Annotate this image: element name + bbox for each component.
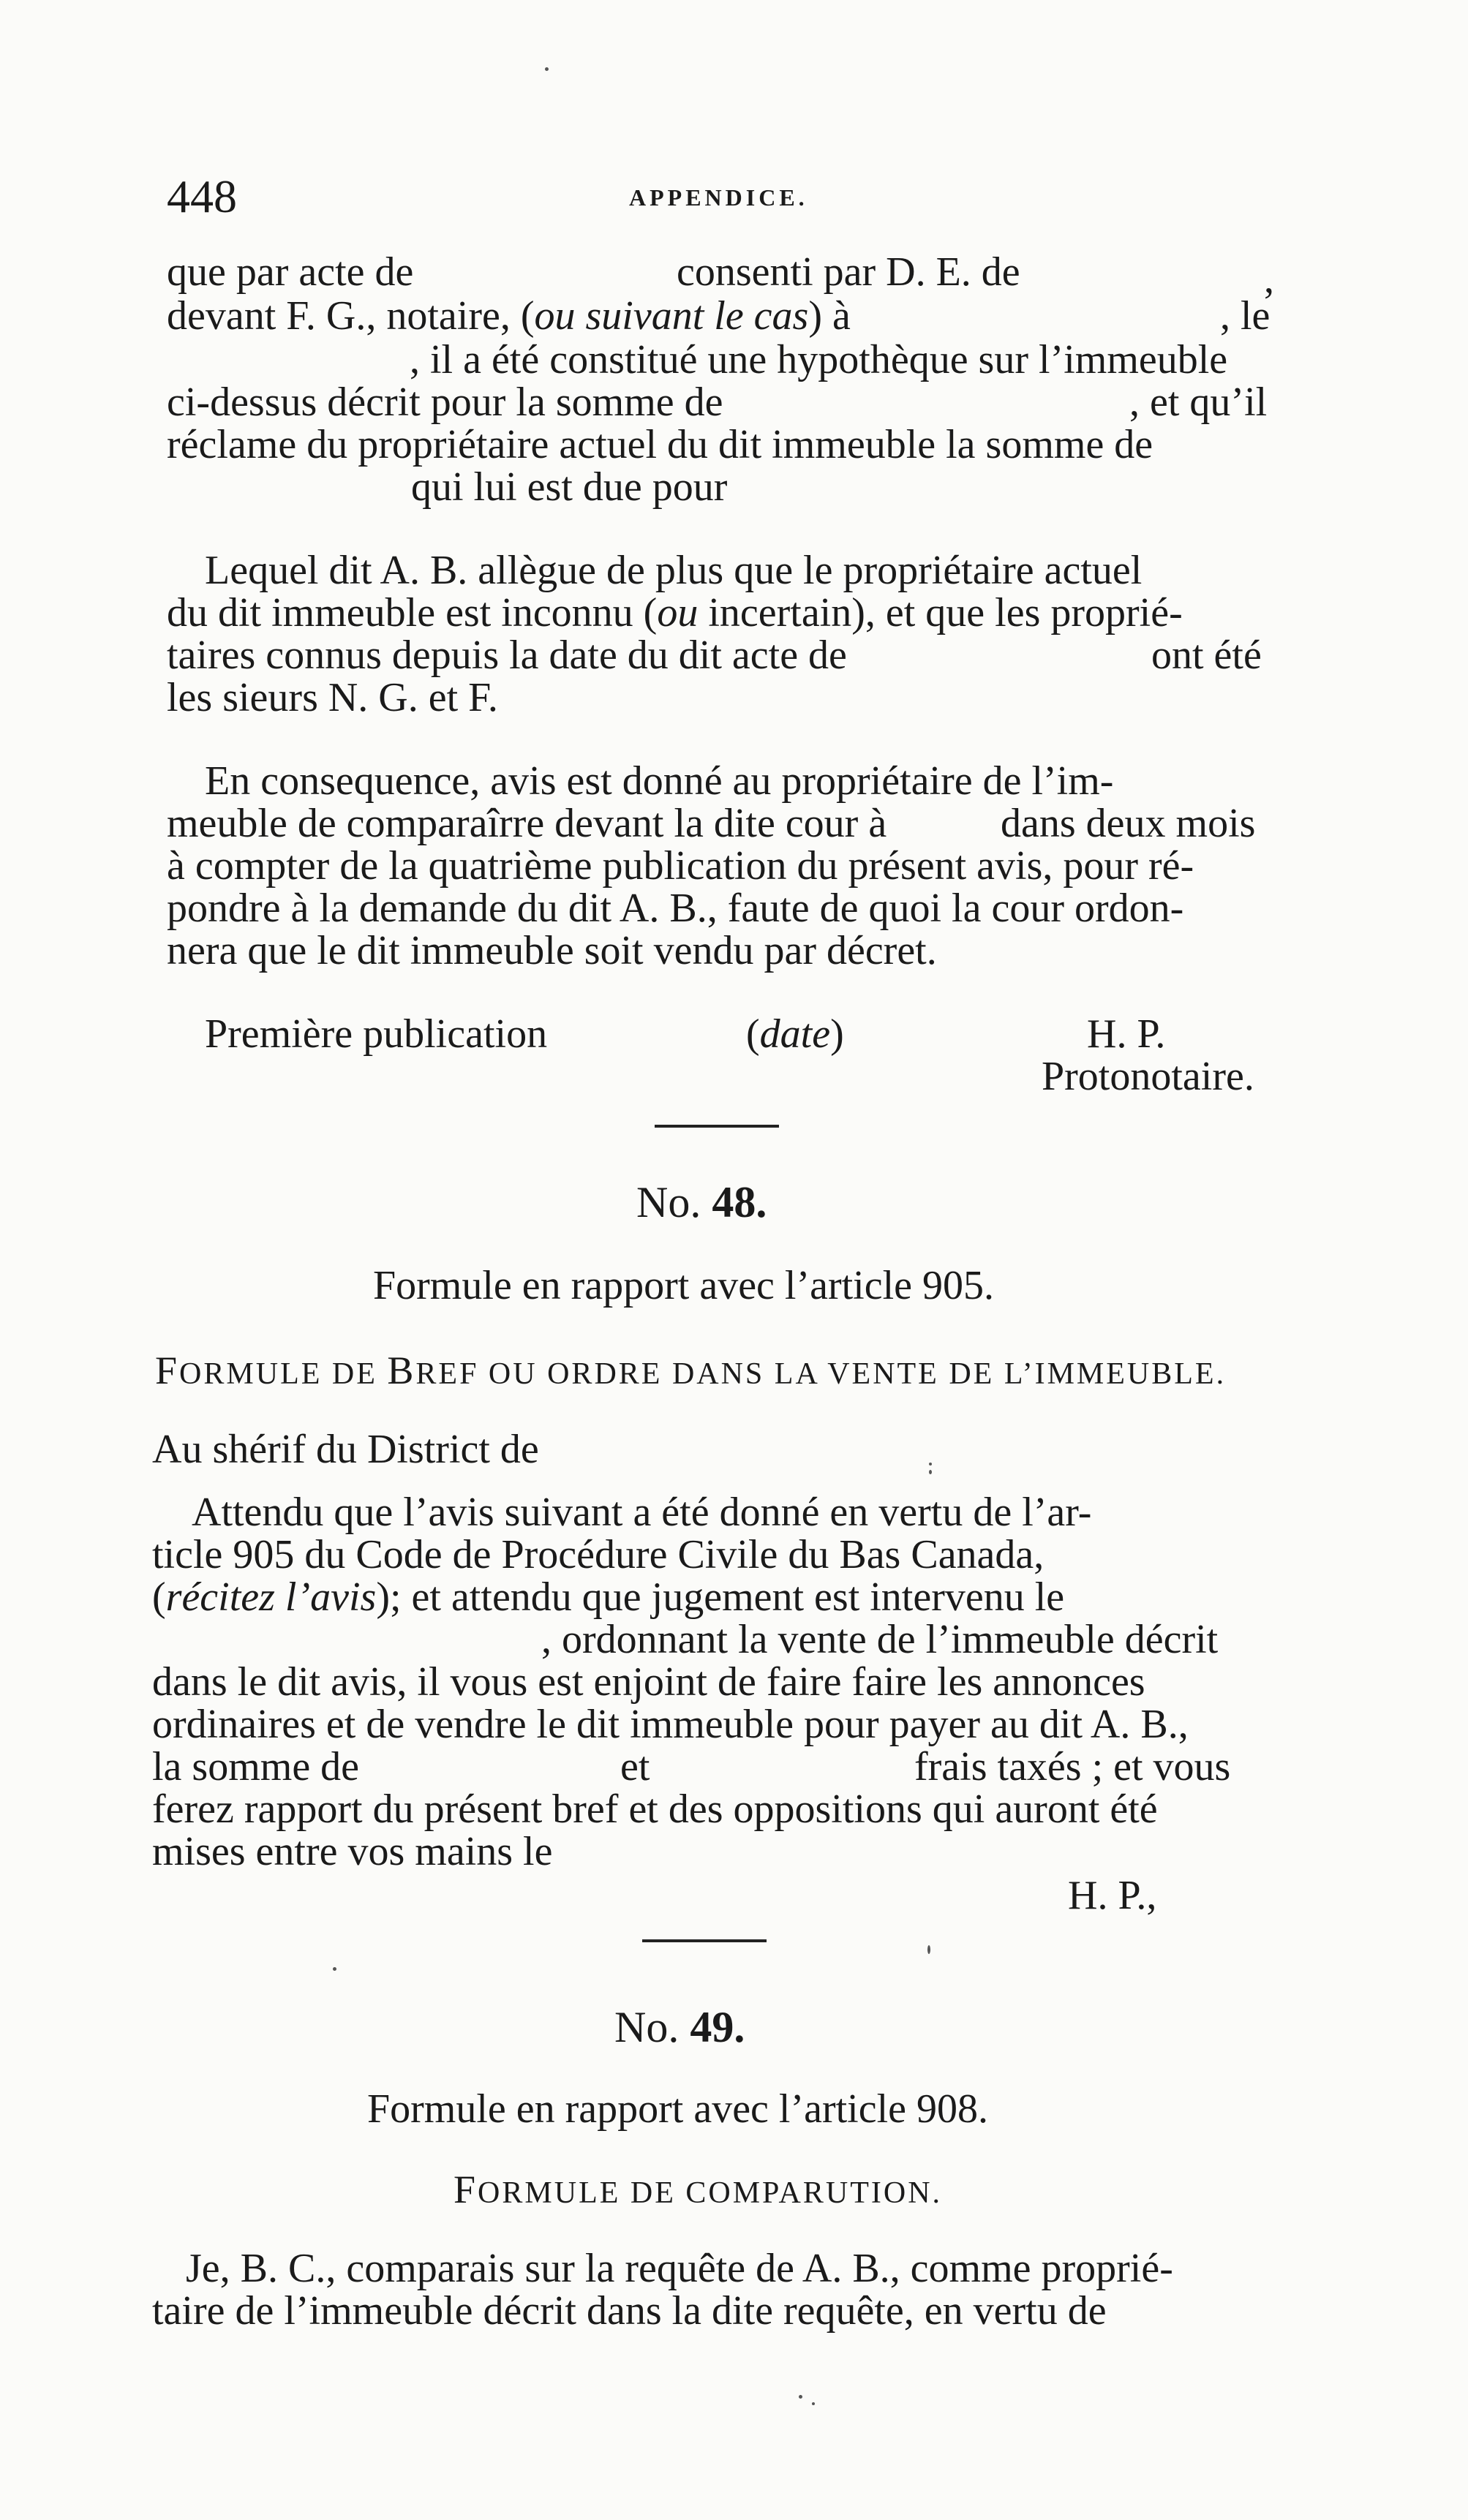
text-line: taire de l’immeuble décrit dans la dite requête, en vertu de <box>152 2288 1107 2334</box>
text-line: meuble de comparaîrre devant la dite cour à <box>167 801 887 846</box>
page-number: 448 <box>167 170 237 222</box>
text-line: Je, B. C., comparais sur la requête de A. B., comme proprié- <box>186 2246 1173 2291</box>
text-line: les sieurs N. G. et F. <box>167 675 498 720</box>
form-heading: FORMULE DE COMPARUTION. <box>453 2168 943 2211</box>
publication-label: Première publication <box>205 1011 548 1057</box>
text-line: taires connus depuis la date du dit acte de <box>167 633 847 678</box>
form-formula-line: Formule en rapport avec l’article 905. <box>373 1263 994 1308</box>
signatory-title: Protonotaire. <box>1042 1054 1254 1099</box>
text-line: nera que le dit immeuble soit vendu par décret. <box>167 928 937 973</box>
text-line: ci-dessus décrit pour la somme de <box>167 380 723 425</box>
text-line: En consequence, avis est donné au propriétaire de l’im- <box>205 758 1114 804</box>
text-line: ticle 905 du Code de Procédure Civile du Bas Canada, <box>152 1532 1044 1577</box>
text-line: (récitez l’avis); et attendu que jugement est intervenu le <box>152 1574 1065 1620</box>
text-line: devant F. G., notaire, (ou suivant le cas) à <box>167 293 851 339</box>
section-divider <box>642 1939 767 1942</box>
scan-speck <box>812 2402 815 2405</box>
text-line: , et qu’il <box>1129 380 1268 425</box>
text-line: Attendu que l’avis suivant a été donné en vertu de l’ar- <box>192 1490 1092 1535</box>
address-line: Au shérif du District de <box>152 1427 539 1472</box>
publication-date: (date) <box>746 1011 844 1057</box>
scan-speck <box>799 2395 802 2399</box>
text-line: dans deux mois <box>1001 801 1256 846</box>
text-line: , il a été constitué une hypothèque sur l’immeuble <box>410 337 1228 382</box>
text-line: , le <box>1220 293 1271 339</box>
text-line: , ordonnant la vente de l’immeuble décrit <box>541 1617 1219 1662</box>
text-line: pondre à la demande du dit A. B., faute de quoi la cour ordon- <box>167 886 1184 931</box>
running-title: APPENDICE. <box>629 184 808 211</box>
section-divider <box>655 1125 779 1128</box>
text-line: consenti par D. E. de <box>677 249 1020 295</box>
text-line: Lequel dit A. B. allègue de plus que le propriétaire actuel <box>205 548 1143 593</box>
text-line: et <box>620 1744 650 1789</box>
text-line: dans le dit avis, il vous est enjoint de faire faire les annonces <box>152 1659 1145 1705</box>
text-line: à compter de la quatrième publication du présent avis, pour ré- <box>167 843 1194 889</box>
signatory-initials: H. P., <box>1068 1873 1157 1918</box>
text-line: , <box>1264 257 1274 302</box>
form-number: No. 49. <box>614 2003 745 2051</box>
text-line: ferez rapport du présent bref et des oppositions qui auront été <box>152 1787 1158 1832</box>
scan-speck <box>927 1945 930 1954</box>
scan-speck <box>545 67 549 71</box>
form-formula-line: Formule en rapport avec l’article 908. <box>367 2086 988 2132</box>
text-line: mises entre vos mains le <box>152 1829 553 1874</box>
text-line: frais taxés ; et vous <box>914 1744 1231 1789</box>
text-line: réclame du propriétaire actuel du dit immeuble la somme de <box>167 422 1153 467</box>
scan-speck <box>333 1967 336 1971</box>
text-line: ordinaires et de vendre le dit immeuble pour payer au dit A. B., <box>152 1702 1189 1747</box>
scan-speck <box>929 1470 932 1474</box>
text-line: ont été <box>1151 633 1262 678</box>
scan-speck <box>929 1463 932 1465</box>
signatory-initials: H. P. <box>1087 1011 1166 1057</box>
form-heading: FORMULE DE BREF OU ORDRE DANS LA VENTE DE L’IMMEUBLE. <box>155 1348 1227 1392</box>
text-line: du dit immeuble est inconnu (ou incertain), et que les proprié- <box>167 590 1183 635</box>
text-line: qui lui est due pour <box>411 464 728 510</box>
text-line: la somme de <box>152 1744 360 1789</box>
text-line: que par acte de <box>167 249 414 295</box>
form-number: No. 48. <box>636 1178 767 1226</box>
